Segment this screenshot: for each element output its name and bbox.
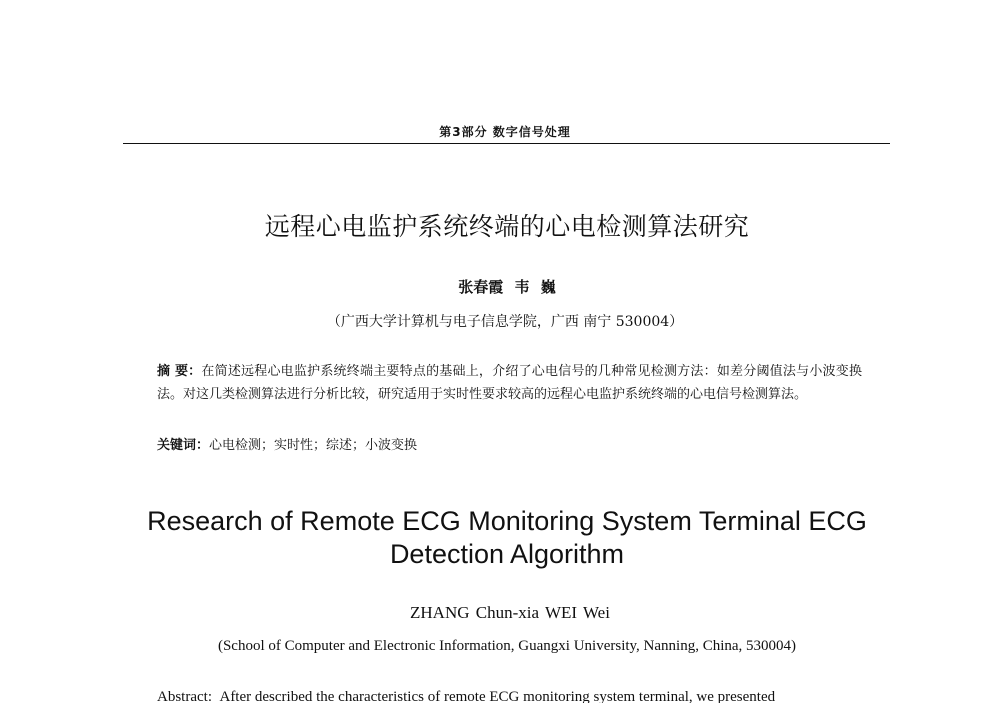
affiliation-cn: （广西大学计算机与电子信息学院，广西 南宁 530004）: [326, 314, 684, 330]
abstract-en-text: After described the characteristics of remote ECG monitoring system terminal, we presented: [219, 689, 776, 703]
abstract-cn: [157, 360, 862, 406]
keywords-cn-label: 关键词：: [157, 438, 210, 453]
abstract-cn-label: 摘 要：: [157, 364, 202, 379]
keywords-cn-text: 心电检测；实时性；综述；小波变换: [209, 438, 418, 453]
abstract-en-label: Abstract:: [157, 689, 212, 703]
paper-title-en: [0, 505, 1000, 571]
abstract-cn-text: 在简述远程心电监护系统终端主要特点的基础上，介绍了心电信号的几种常见检测方法：如差分阈值法与小波变换法。对这几类检测算法进行分析比较，研究适用于实时性要求较高的远程心电监护系统终端的心电信号检测算法。: [157, 364, 862, 402]
paper-title-cn: 远程心电监护系统终端的心电检测算法研究: [264, 212, 750, 241]
running-header: 第3部分 数字信号处理: [439, 125, 571, 139]
abstract-en: [157, 687, 867, 703]
paper-title-en-line2: Detection Algorithm: [389, 539, 625, 569]
paper-title-en-line1: Research of Remote ECG Monitoring System Terminal ECG: [147, 506, 867, 536]
affiliation-en: (School of Computer and Electronic Information, Guangxi University, Nanning, China, 530004): [217, 638, 797, 654]
authors-en: ZHANG Chun-xia WEI Wei: [410, 603, 610, 622]
keywords-cn: [157, 436, 862, 456]
authors-cn: 张春霞 韦 巍: [458, 278, 556, 296]
header-rule: [123, 143, 890, 144]
